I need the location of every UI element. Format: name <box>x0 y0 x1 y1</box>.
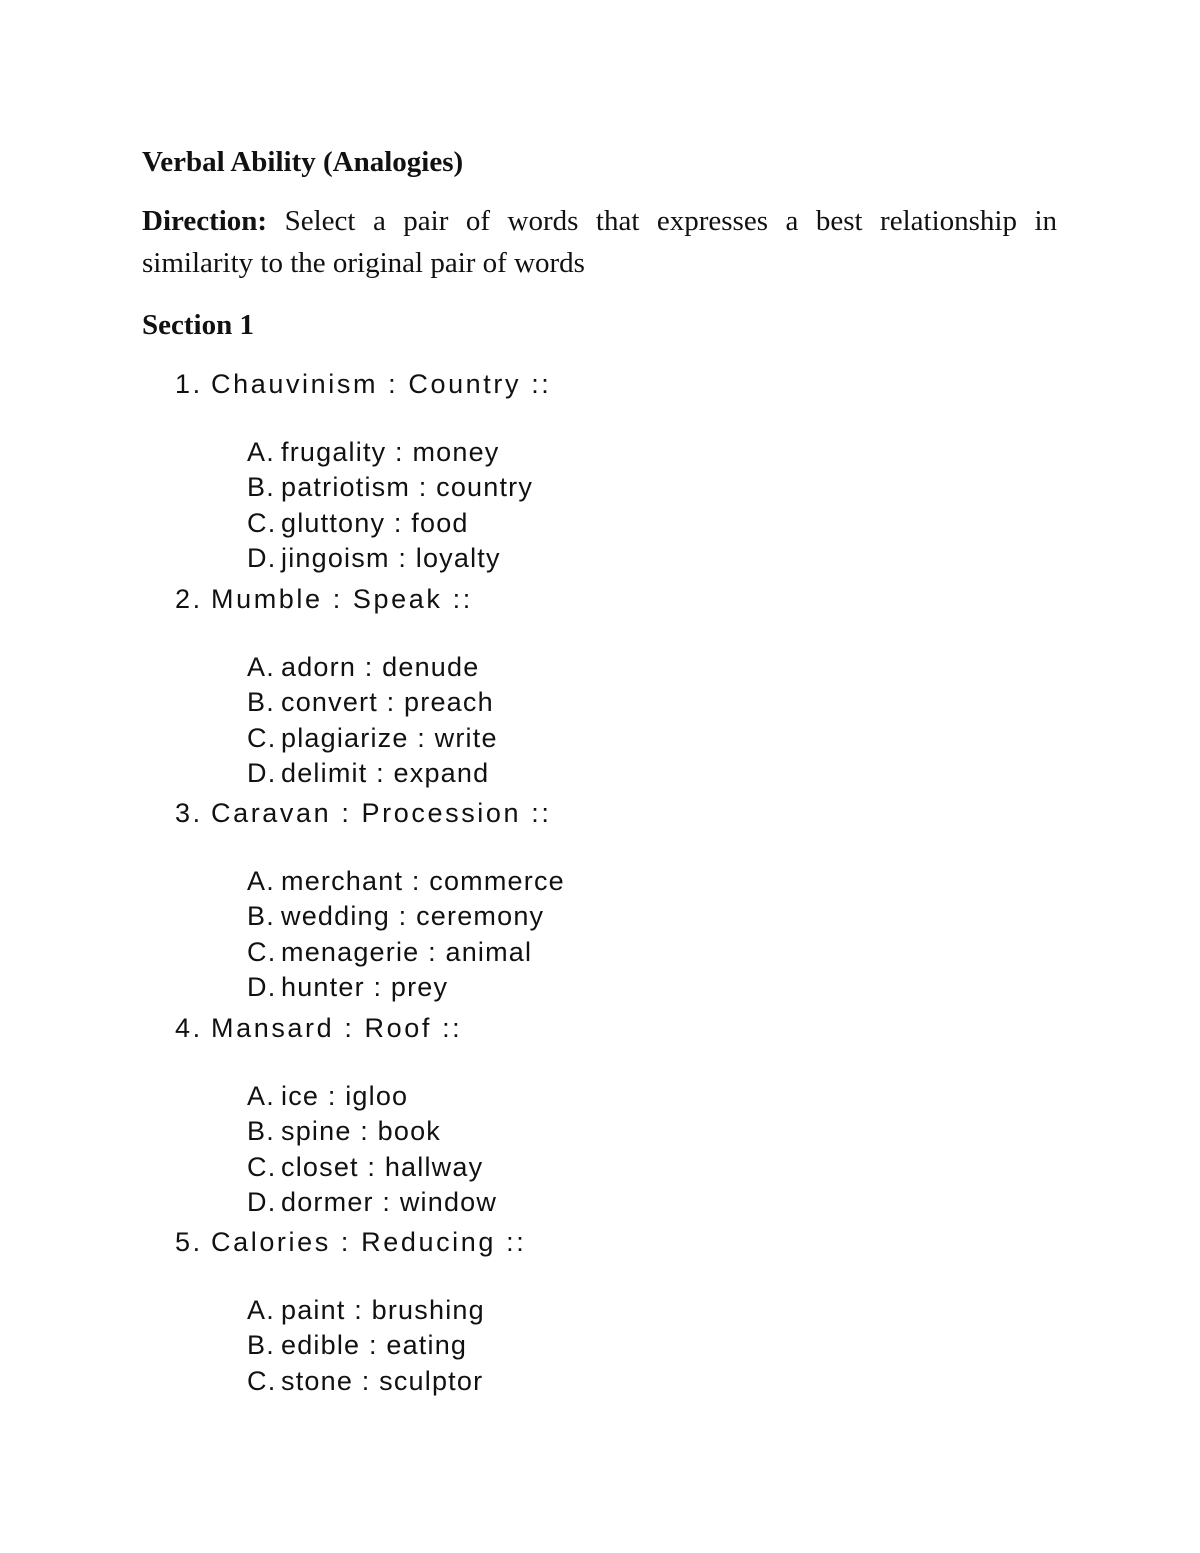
option-letter: B. <box>247 687 275 717</box>
question-stem <box>175 796 551 830</box>
question-number: 1. <box>175 369 203 399</box>
answer-option <box>247 721 498 755</box>
question-text: Caravan : Procession :: <box>211 798 552 828</box>
page-title: Verbal Ability (Analogies) <box>142 146 464 178</box>
answer-option <box>247 1079 408 1113</box>
option-text: menagerie : animal <box>281 937 533 967</box>
question-text: Chauvinism : Country :: <box>211 369 552 399</box>
question-stem <box>175 582 473 616</box>
option-text: ice : igloo <box>281 1081 409 1111</box>
option-letter: C. <box>247 1366 277 1396</box>
answer-option <box>247 899 544 933</box>
answer-option <box>247 864 565 898</box>
option-letter: D. <box>247 758 277 788</box>
option-letter: C. <box>247 937 277 967</box>
option-letter: A. <box>247 437 275 467</box>
direction-text: Select a pair of words that expresses a best relationship in similarity to the original pair of words <box>142 205 1058 279</box>
question-number: 2. <box>175 584 203 614</box>
option-letter: C. <box>247 508 277 538</box>
option-letter: B. <box>247 472 275 502</box>
question-text: Mansard : Roof :: <box>211 1013 463 1043</box>
answer-option <box>247 541 501 575</box>
option-letter: B. <box>247 901 275 931</box>
answer-option <box>247 935 532 969</box>
option-letter: C. <box>247 723 277 753</box>
option-text: dormer : window <box>281 1187 498 1217</box>
option-text: gluttony : food <box>281 508 469 538</box>
option-text: delimit : expand <box>281 758 490 788</box>
question-number: 4. <box>175 1013 203 1043</box>
option-letter: A. <box>247 652 275 682</box>
answer-option <box>247 650 479 684</box>
question-stem <box>175 1225 526 1259</box>
answer-option <box>247 1293 485 1327</box>
option-letter: B. <box>247 1116 275 1146</box>
question-text: Calories : Reducing :: <box>211 1227 527 1257</box>
answer-option <box>247 506 469 540</box>
question-number: 5. <box>175 1227 203 1257</box>
option-letter: C. <box>247 1152 277 1182</box>
answer-option <box>247 756 489 790</box>
option-letter: D. <box>247 972 277 1002</box>
answer-option <box>247 470 533 504</box>
answer-option <box>247 1364 483 1398</box>
answer-option <box>247 435 499 469</box>
option-text: hunter : prey <box>281 972 449 1002</box>
answer-option <box>247 1185 497 1219</box>
option-letter: D. <box>247 543 277 573</box>
option-letter: D. <box>247 1187 277 1217</box>
section-title: Section 1 <box>142 309 254 341</box>
option-text: closet : hallway <box>281 1152 484 1182</box>
direction-label: Direction: <box>142 205 268 237</box>
question-text: Mumble : Speak :: <box>211 584 473 614</box>
option-letter: A. <box>247 1295 275 1325</box>
answer-option <box>247 1114 441 1148</box>
answer-option <box>247 970 448 1004</box>
answer-option <box>247 1328 467 1362</box>
question-stem <box>175 1011 462 1045</box>
option-letter: B. <box>247 1330 275 1360</box>
option-letter: A. <box>247 1081 275 1111</box>
option-text: stone : sculptor <box>281 1366 484 1396</box>
option-text: edible : eating <box>281 1330 468 1360</box>
option-text: adorn : denude <box>281 652 480 682</box>
option-text: frugality : money <box>281 437 500 467</box>
option-text: patriotism : country <box>281 472 534 502</box>
option-text: jingoism : loyalty <box>281 543 501 573</box>
question-stem <box>175 367 551 401</box>
option-text: wedding : ceremony <box>281 901 545 931</box>
option-text: paint : brushing <box>281 1295 485 1325</box>
option-text: plagiarize : write <box>281 723 498 753</box>
option-letter: A. <box>247 866 275 896</box>
answer-option <box>247 1150 483 1184</box>
option-text: merchant : commerce <box>281 866 565 896</box>
option-text: convert : preach <box>281 687 494 717</box>
question-number: 3. <box>175 798 203 828</box>
option-text: spine : book <box>281 1116 441 1146</box>
answer-option <box>247 685 494 719</box>
